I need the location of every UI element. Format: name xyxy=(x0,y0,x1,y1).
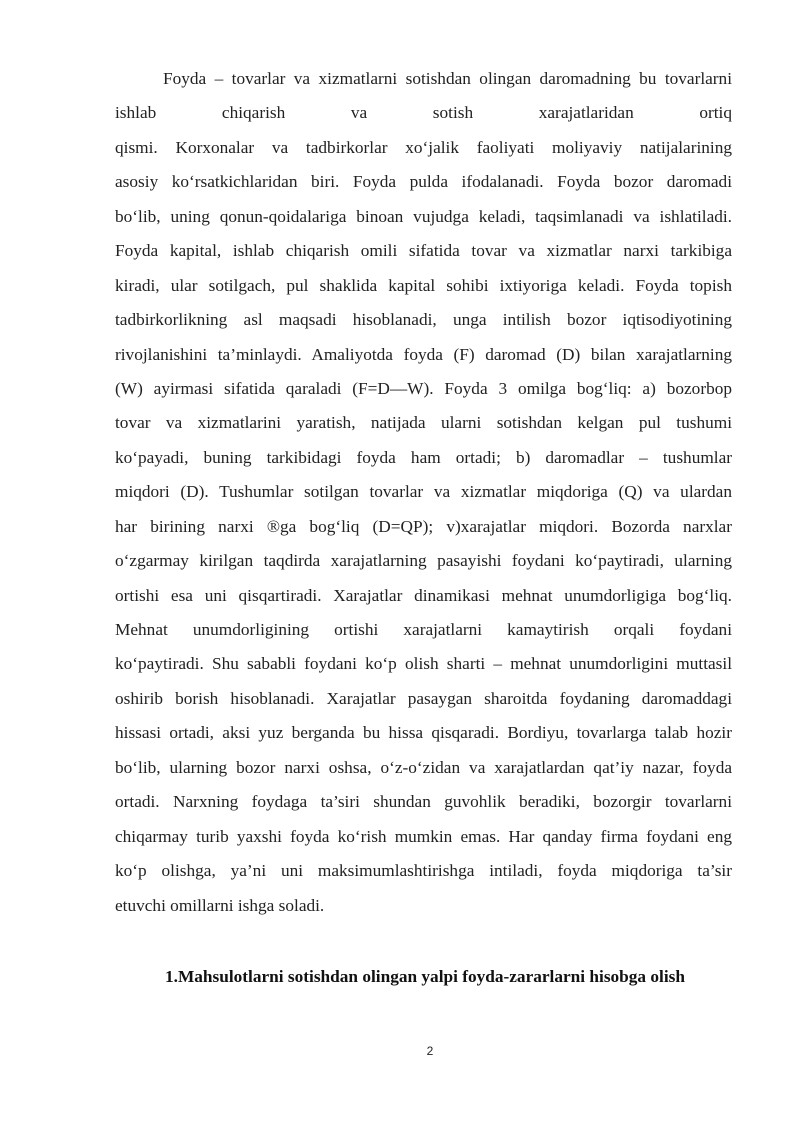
paragraph-line: Mehnat unumdorligining ortishi xarajatlarni kamaytirish orqali foydani xyxy=(115,620,732,639)
paragraph-line: ko‘paytiradi. Shu sababli foydani ko‘p olish sharti – mehnat unumdorligini muttasil xyxy=(115,654,732,674)
paragraph-line: kiradi, ular sotilgach, pul shaklida kapital sohibi ixtiyoriga keladi. Foyda topish xyxy=(115,275,732,295)
paragraph-line: bo‘lib, uning qonun-qoidalariga binoan vujudga keladi, taqsimlanadi va ishlatiladi. xyxy=(115,206,732,226)
paragraph-line: miqdori (D). Tushumlar sotilgan tovarlar va xizmatlar miqdoriga (Q) va ulardan xyxy=(115,482,732,502)
paragraph-line: ko‘p olishga, ya’ni uni maksimumlashtirishga intiladi, foyda miqdoriga ta’sir xyxy=(115,861,732,881)
paragraph-line: har birining narxi ®ga bog‘liq (D=QP); v)xarajatlar miqdori. Bozorda narxlar xyxy=(115,516,732,536)
page-number: 2 xyxy=(426,1044,434,1058)
paragraph-line: Foyda kapital, ishlab chiqarish omili sifatida tovar va xizmatlar narxi tarkibiga xyxy=(115,241,732,261)
paragraph-line: tadbirkorlikning asl maqsadi hisoblanadi, unga intilish bozor iqtisodiyotining xyxy=(115,310,732,330)
paragraph-line: chiqarmay turib yaxshi foyda ko‘rish mumkin emas. Har qanday firma foydani eng xyxy=(115,826,732,846)
paragraph-line: ortishi esa uni qisqartiradi. Xarajatlar dinamikasi mehnat unumdorligiga bog‘liq. xyxy=(115,585,732,605)
paragraph-line: tovar va xizmatlarini yaratish, natijada ularni sotishdan kelgan pul tushumi xyxy=(115,413,732,433)
paragraph-line: hissasi ortadi, aksi yuz berganda bu hissa qisqaradi. Bordiyu, tovarlarga talab hozir xyxy=(115,723,732,743)
paragraph-line: oshirib borish hisoblanadi. Xarajatlar pasaygan sharoitda foydaning daromaddagi xyxy=(115,688,732,708)
paragraph-line: ko‘payadi, buning tarkibidagi foyda ham ortadi; b) daromadlar – tushumlar xyxy=(115,447,732,467)
paragraph-line: Foyda – tovarlar va xizmatlarni sotishdan olingan daromadning bu tovarlarni xyxy=(163,69,732,88)
body-paragraph xyxy=(115,62,732,923)
paragraph-line: bo‘lib, ularning bozor narxi oshsa, o‘z-o‘zidan va xarajatlardan qat’iy nazar, foyda xyxy=(115,757,732,777)
paragraph-line: ishlab chiqarish va sotish xarajatlaridan ortiq xyxy=(115,103,732,123)
paragraph-line: asosiy ko‘rsatkichlaridan biri. Foyda pulda ifodalanadi. Foyda bozor daromadi xyxy=(115,172,732,192)
section-heading: 1.Mahsulotlarni sotishdan olingan yalpi foyda-zararlarni hisobga olish xyxy=(165,967,685,986)
paragraph-line: o‘zgarmay kirilgan taqdirda xarajatlarning pasayishi foydani ko‘paytiradi, ularning xyxy=(115,551,732,571)
paragraph-line: rivojlanishini ta’minlaydi. Amaliyotda foyda (F) daromad (D) bilan xarajatlarning xyxy=(115,344,732,364)
paragraph-line: (W) ayirmasi sifatida qaraladi (F=D—W). Foyda 3 omilga bog‘liq: a) bozorbop xyxy=(115,378,732,398)
paragraph-line: qismi. Korxonalar va tadbirkorlar xo‘jalik faoliyati moliyaviy natijalarining xyxy=(115,137,732,157)
paragraph-line: ortadi. Narxning foydaga ta’siri shundan guvohlik beradiki, bozorgir tovarlarni xyxy=(115,792,732,812)
paragraph-line: etuvchi omillarni ishga soladi. xyxy=(115,895,325,915)
